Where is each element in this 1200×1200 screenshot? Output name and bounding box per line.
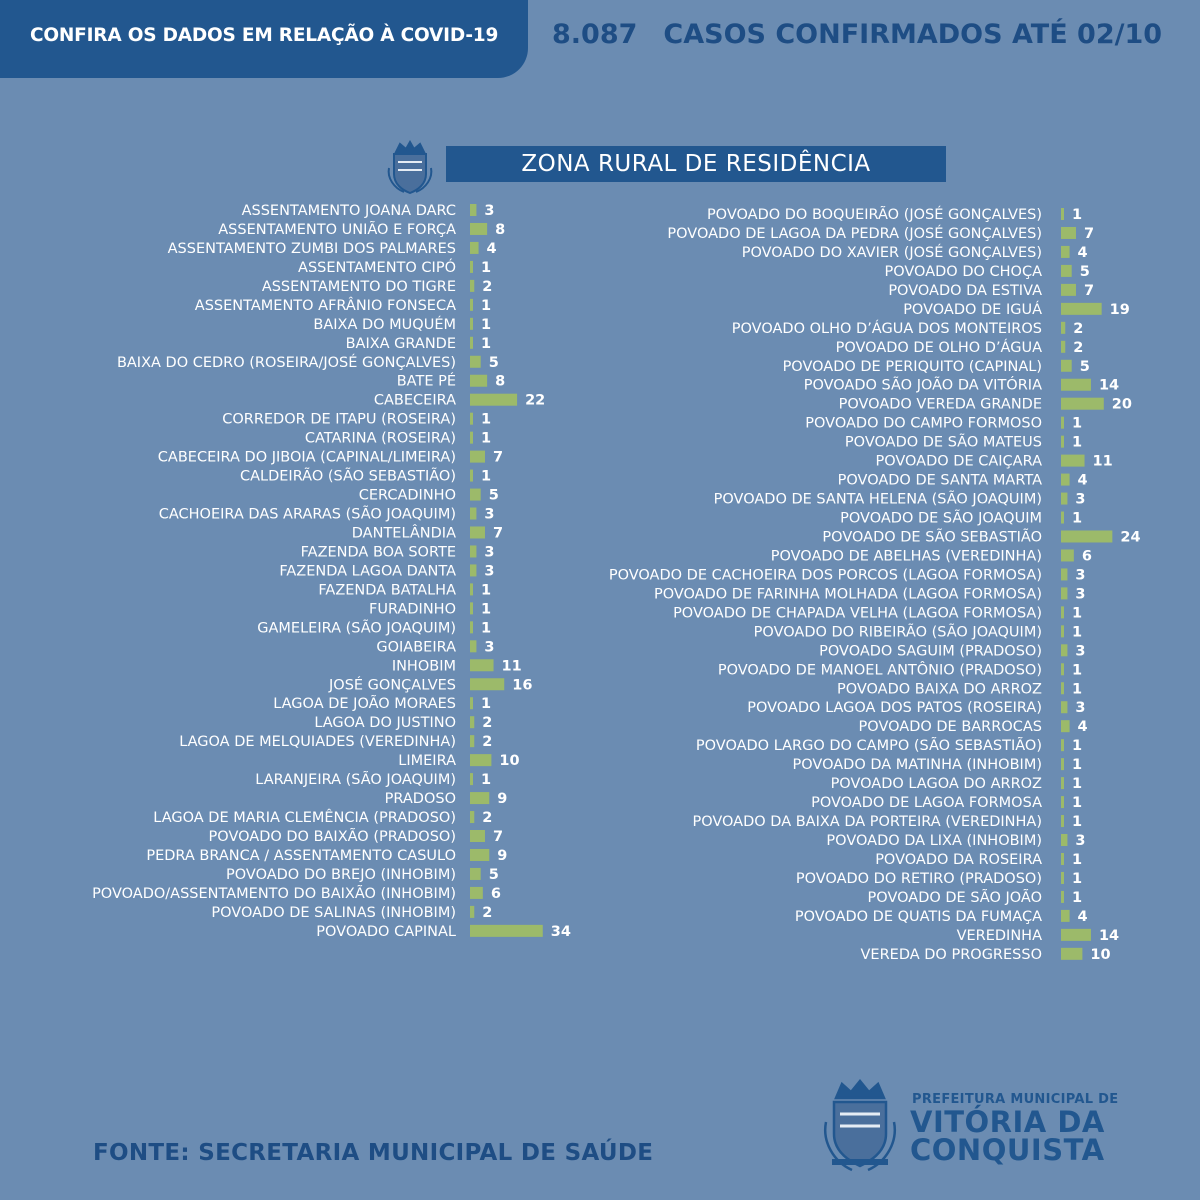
category-label: POVOADO DE SÃO SEBASTIÃO: [822, 529, 1042, 546]
bar: [470, 451, 485, 463]
category-label: ASSENTAMENTO ZUMBI DOS PALMARES: [167, 240, 456, 257]
category-label: POVOADO DE CHAPADA VELHA (LAGOA FORMOSA): [673, 605, 1042, 622]
category-label: PEDRA BRANCA / ASSENTAMENTO CASULO: [146, 847, 456, 864]
bar: [470, 242, 479, 254]
value-label: 3: [484, 563, 495, 580]
value-label: 1: [481, 335, 492, 352]
value-label: 20: [1111, 396, 1132, 413]
category-label: BAIXA DO MUQUÉM: [313, 316, 456, 333]
bar: [470, 318, 473, 330]
bar: [470, 868, 481, 880]
bar: [1061, 303, 1102, 315]
value-label: 5: [1079, 358, 1090, 375]
bar: [470, 640, 476, 652]
value-label: 7: [492, 829, 504, 846]
category-label: POVOADO VEREDA GRANDE: [838, 396, 1042, 413]
bar: [1061, 929, 1091, 941]
bar: [470, 849, 489, 861]
category-label: POVOADO DO BREJO (INHOBIM): [226, 866, 456, 883]
value-label: 1: [481, 411, 492, 428]
bar: [470, 470, 473, 482]
bar: [470, 583, 473, 595]
value-label: 3: [484, 203, 495, 219]
value-label: 1: [1072, 738, 1083, 755]
bar: [470, 223, 487, 235]
brand-line2: VITÓRIA DA: [910, 1105, 1105, 1139]
bar: [1061, 208, 1064, 220]
bar: [470, 526, 485, 538]
bar: [470, 754, 491, 766]
bar: [470, 811, 474, 823]
bar: [470, 204, 476, 216]
bar: [1061, 834, 1067, 846]
bar: [1061, 815, 1064, 827]
value-label: 7: [1083, 225, 1095, 242]
category-label: POVOADO DA LIXA (INHOBIM): [826, 833, 1042, 850]
value-label: 1: [1072, 624, 1083, 641]
category-label: INHOBIM: [391, 658, 456, 675]
category-label: POVOADO SAGUIM (PRADOSO): [819, 643, 1042, 660]
bar: [1061, 758, 1064, 770]
value-label: 1: [481, 259, 492, 276]
category-label: ASSENTAMENTO JOANA DARC: [241, 203, 456, 219]
value-label: 5: [1079, 263, 1090, 280]
category-label: FAZENDA BOA SORTE: [300, 544, 456, 561]
category-label: LAGOA DO JUSTINO: [314, 715, 456, 732]
value-label: 6: [1081, 548, 1092, 565]
category-label: VEREDA DO PROGRESSO: [860, 946, 1042, 963]
bar: [1061, 341, 1065, 353]
bar: [1061, 777, 1064, 789]
value-label: 1: [1072, 889, 1083, 906]
value-label: 3: [484, 544, 495, 561]
category-label: GAMELEIRA (SÃO JOAQUIM): [257, 620, 456, 637]
value-label: 3: [1075, 567, 1086, 584]
bar: [1061, 436, 1064, 448]
municipal-crest-icon: [818, 1078, 902, 1174]
value-label: 3: [1075, 700, 1086, 717]
value-label: 1: [1072, 757, 1083, 774]
value-label: 2: [1073, 320, 1084, 337]
category-label: POVOADO LAGOA DOS PATOS (ROSEIRA): [747, 700, 1042, 717]
bar: [470, 545, 476, 557]
bar: [1061, 663, 1064, 675]
bar: [1061, 682, 1064, 694]
category-label: POVOADO DE IGUÁ: [903, 301, 1042, 318]
bar: [1061, 474, 1070, 486]
bar: [470, 337, 473, 349]
bar: [470, 508, 476, 520]
category-label: FAZENDA LAGOA DANTA: [279, 563, 456, 580]
category-label: POVOADO BAIXA DO ARROZ: [836, 681, 1042, 698]
category-label: VEREDINHA: [956, 927, 1042, 944]
bar: [1061, 265, 1072, 277]
value-label: 1: [481, 430, 492, 447]
bar: [1061, 625, 1064, 637]
value-label: 1: [1072, 870, 1083, 887]
bar: [470, 489, 481, 501]
bar: [1061, 853, 1064, 865]
category-label: ASSENTAMENTO DO TIGRE: [261, 278, 456, 295]
category-label: POVOADO CAPINAL: [316, 923, 456, 940]
bar: [470, 887, 483, 899]
value-label: 1: [481, 696, 492, 713]
bar: [1061, 493, 1067, 505]
chart-title: ZONA RURAL DE RESIDÊNCIA: [446, 146, 946, 182]
category-label: BAIXA DO CEDRO (ROSEIRA/JOSÉ GONÇALVES): [116, 354, 456, 371]
value-label: 5: [488, 354, 499, 371]
category-label: JOSÉ GONÇALVES: [329, 677, 456, 694]
value-label: 1: [1072, 851, 1083, 868]
bar: [1061, 606, 1064, 618]
value-label: 3: [1075, 643, 1086, 660]
bar: [470, 280, 474, 292]
value-label: 22: [525, 392, 546, 409]
bar: [1061, 246, 1070, 258]
value-label: 3: [1075, 833, 1086, 850]
bar: [470, 773, 473, 785]
value-label: 1: [1072, 415, 1083, 432]
category-label: POVOADO DO CAMPO FORMOSO: [805, 415, 1042, 432]
bar: [1061, 948, 1082, 960]
bar: [1061, 644, 1067, 656]
bar: [1061, 379, 1091, 391]
value-label: 2: [1073, 339, 1084, 356]
value-label: 9: [497, 791, 508, 808]
bar: [470, 432, 473, 444]
value-label: 3: [484, 639, 495, 656]
city-hall-logo: [818, 1078, 1118, 1178]
category-label: CALDEIRÃO (SÃO SEBASTIÃO): [239, 468, 456, 485]
value-label: 3: [1075, 491, 1086, 508]
value-label: 16: [512, 677, 533, 694]
value-label: 1: [481, 582, 492, 599]
category-label: GOIABEIRA: [376, 639, 456, 656]
category-label: POVOADO DE PERIQUITO (CAPINAL): [782, 358, 1042, 375]
bar: [470, 356, 481, 368]
bar: [1061, 587, 1067, 599]
category-label: POVOADO DE CACHOEIRA DOS PORCOS (LAGOA FORMOSA): [608, 567, 1042, 584]
category-label: POVOADO DE SALINAS (INHOBIM): [211, 904, 456, 921]
category-label: ASSENTAMENTO UNIÃO E FORÇA: [218, 221, 456, 238]
category-label: POVOADO DO RETIRO (PRADOSO): [795, 870, 1042, 887]
value-label: 1: [481, 468, 492, 485]
category-label: POVOADO DO XAVIER (JOSÉ GONÇALVES): [741, 244, 1042, 261]
value-label: 1: [1072, 605, 1083, 622]
bar: [470, 906, 474, 918]
value-label: 4: [1077, 472, 1088, 489]
bar: [1061, 739, 1064, 751]
bar: [1061, 568, 1067, 580]
bar: [1061, 227, 1076, 239]
bar: [1061, 284, 1076, 296]
bar: [470, 621, 473, 633]
value-label: 2: [482, 810, 493, 827]
category-label: POVOADO DE MANOEL ANTÔNIO (PRADOSO): [717, 662, 1042, 679]
value-label: 4: [1077, 719, 1088, 736]
value-label: 1: [1072, 434, 1083, 451]
category-label: POVOADO DE LAGOA FORMOSA: [811, 795, 1042, 812]
category-label: LARANJEIRA (SÃO JOAQUIM): [255, 772, 456, 789]
value-label: 7: [492, 449, 504, 466]
bar: [1061, 891, 1064, 903]
category-label: LAGOA DE MELQUIADES (VEREDINHA): [179, 734, 456, 751]
value-label: 2: [482, 734, 493, 751]
category-label: POVOADO DE LAGOA DA PEDRA (JOSÉ GONÇALVES): [667, 225, 1042, 242]
value-label: 1: [1072, 510, 1083, 527]
category-label: POVOADO DE CAIÇARA: [875, 453, 1042, 470]
category-label: CORREDOR DE ITAPU (ROSEIRA): [222, 411, 456, 428]
value-label: 9: [497, 847, 508, 864]
bar: [1061, 549, 1074, 561]
value-label: 7: [492, 525, 504, 542]
category-label: POVOADO DE SANTA MARTA: [837, 472, 1042, 489]
brand-line3: CONQUISTA: [910, 1133, 1105, 1167]
bar: [470, 375, 487, 387]
category-label: POVOADO SÃO JOÃO DA VITÓRIA: [803, 377, 1042, 394]
value-label: 14: [1098, 927, 1120, 944]
value-label: 1: [481, 772, 492, 789]
bar: [1061, 455, 1085, 467]
category-label: BAIXA GRANDE: [345, 335, 456, 352]
category-label: CABECEIRA: [373, 392, 456, 409]
bar: [470, 830, 485, 842]
category-label: POVOADO LAGOA DO ARROZ: [830, 776, 1042, 793]
value-label: 4: [1077, 908, 1088, 925]
category-label: FURADINHO: [369, 601, 456, 618]
bar: [470, 602, 473, 614]
value-label: 1: [1072, 207, 1083, 223]
category-label: POVOADO/ASSENTAMENTO DO BAIXÃO (INHOBIM): [92, 885, 456, 902]
value-label: 4: [1077, 244, 1088, 261]
bar: [1061, 701, 1067, 713]
category-label: POVOADO DO CHOÇA: [884, 263, 1042, 280]
bar: [470, 678, 504, 690]
value-label: 1: [1072, 814, 1083, 831]
bar: [470, 697, 473, 709]
category-label: POVOADO DE OLHO D’ÁGUA: [835, 339, 1042, 356]
value-label: 11: [1092, 453, 1113, 470]
bar: [1061, 720, 1070, 732]
brand-line1: PREFEITURA MUNICIPAL DE: [912, 1092, 1119, 1107]
value-label: 11: [501, 658, 522, 675]
value-label: 5: [488, 487, 499, 504]
category-label: POVOADO DE SANTA HELENA (SÃO JOAQUIM): [713, 491, 1042, 508]
header-tab-label: CONFIRA OS DADOS EM RELAÇÃO À COVID-19: [30, 24, 499, 46]
value-label: 1: [1072, 776, 1083, 793]
category-label: CACHOEIRA DAS ARARAS (SÃO JOAQUIM): [158, 506, 456, 523]
category-label: POVOADO DA ESTIVA: [888, 282, 1042, 299]
category-label: CABECEIRA DO JIBOIA (CAPINAL/LIMEIRA): [157, 449, 456, 466]
bar: [1061, 417, 1064, 429]
value-label: 7: [1083, 282, 1095, 299]
category-label: FAZENDA BATALHA: [318, 582, 456, 599]
value-label: 2: [482, 904, 493, 921]
category-label: BATE PÉ: [396, 373, 456, 390]
value-label: 3: [484, 506, 495, 523]
value-label: 1: [481, 297, 492, 314]
category-label: POVOADO DE FARINHA MOLHADA (LAGOA FORMOSA): [653, 586, 1042, 603]
bar: [1061, 872, 1064, 884]
value-label: 14: [1098, 377, 1120, 394]
value-label: 1: [1072, 795, 1083, 812]
category-label: POVOADO DO RIBEIRÃO (SÃO JOAQUIM): [753, 624, 1042, 641]
bar: [470, 299, 473, 311]
category-label: POVOADO DO BOQUEIRÃO (JOSÉ GONÇALVES): [706, 207, 1042, 223]
bar: [1061, 910, 1070, 922]
value-label: 1: [1072, 681, 1083, 698]
bar: [470, 394, 517, 406]
bar: [1061, 796, 1064, 808]
category-label: POVOADO DO BAIXÃO (PRADOSO): [208, 829, 456, 846]
category-label: POVOADO DE SÃO JOÃO: [867, 889, 1042, 906]
category-label: POVOADO DE ABELHAS (VEREDINHA): [770, 548, 1042, 565]
value-label: 1: [481, 316, 492, 333]
category-label: POVOADO DA MATINHA (INHOBIM): [792, 757, 1042, 774]
bar: [1061, 398, 1104, 410]
value-label: 3: [1075, 586, 1086, 603]
bar: [1061, 530, 1112, 542]
cases-number: 8.087: [552, 18, 638, 50]
category-label: POVOADO DE BARROCAS: [858, 719, 1042, 736]
value-label: 1: [481, 620, 492, 637]
category-label: LAGOA DE MARIA CLEMÊNCIA (PRADOSO): [153, 810, 456, 827]
bar: [470, 564, 476, 576]
bar: [470, 792, 489, 804]
value-label: 1: [1072, 662, 1083, 679]
value-label: 5: [488, 866, 499, 883]
bar: [1061, 512, 1064, 524]
value-label: 24: [1120, 529, 1141, 546]
category-label: ASSENTAMENTO CIPÓ: [298, 259, 456, 276]
category-label: POVOADO DE QUATIS DA FUMAÇA: [794, 908, 1042, 925]
category-label: LAGOA DE JOÃO MORAES: [273, 696, 456, 713]
brand-city: [910, 1105, 1105, 1167]
bar: [470, 413, 473, 425]
category-label: CATARINA (ROSEIRA): [304, 430, 456, 447]
bar: [470, 925, 543, 937]
category-label: POVOADO DA BAIXA DA PORTEIRA (VEREDINHA): [692, 814, 1042, 831]
bar: [1061, 360, 1072, 372]
value-label: 2: [482, 715, 493, 732]
category-label: POVOADO DE SÃO MATEUS: [844, 434, 1042, 451]
value-label: 4: [486, 240, 497, 257]
cases-label: CASOS CONFIRMADOS ATÉ 02/10: [663, 18, 1163, 50]
category-label: DANTELÂNDIA: [351, 525, 456, 542]
bar: [470, 261, 473, 273]
category-label: CERCADINHO: [358, 487, 456, 504]
value-label: 1: [481, 601, 492, 618]
value-label: 10: [1090, 946, 1111, 963]
category-label: POVOADO DE SÃO JOAQUIM: [840, 510, 1042, 527]
category-label: PRADOSO: [384, 791, 456, 808]
bar: [1061, 322, 1065, 334]
category-label: POVOADO LARGO DO CAMPO (SÃO SEBASTIÃO): [695, 738, 1042, 755]
category-label: POVOADO OLHO D’ÁGUA DOS MONTEIROS: [731, 320, 1042, 337]
category-label: POVOADO DA ROSEIRA: [875, 851, 1042, 868]
category-label: LIMEIRA: [398, 753, 456, 770]
bar: [470, 659, 494, 671]
source-note: FONTE: SECRETARIA MUNICIPAL DE SAÚDE: [93, 1140, 654, 1166]
bar: [470, 735, 474, 747]
value-label: 8: [495, 221, 506, 238]
value-label: 19: [1109, 301, 1130, 318]
category-label: ASSENTAMENTO AFRÂNIO FONSECA: [194, 297, 456, 314]
value-label: 34: [550, 923, 571, 940]
value-label: 8: [495, 373, 506, 390]
value-label: 6: [490, 885, 501, 902]
bar: [470, 716, 474, 728]
value-label: 2: [482, 278, 493, 295]
value-label: 10: [499, 753, 520, 770]
